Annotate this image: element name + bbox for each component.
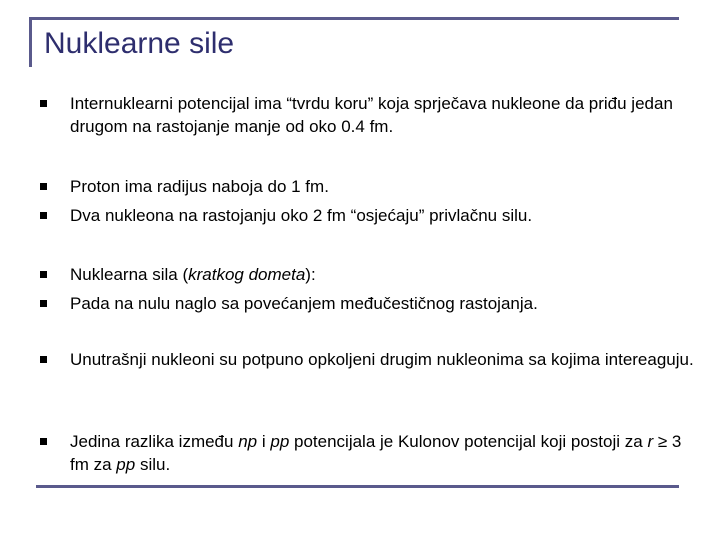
text-run: Internuklearni potencijal ima “tvrdu koru” koja sprječava nukleone da priđu jedan drugom na rastojanje manje od oko 0.4 fm.	[70, 94, 673, 136]
text-run: Nuklearna sila (	[70, 265, 189, 284]
square-bullet-icon	[40, 356, 47, 363]
text-run: Jedina razlika između	[70, 432, 239, 451]
square-bullet-icon	[40, 271, 47, 278]
square-bullet-icon	[40, 438, 47, 445]
title-frame-top-rule	[29, 17, 679, 20]
slide-title: Nuklearne sile	[44, 27, 235, 60]
italic-text: np	[238, 432, 258, 451]
bullet-text-6	[70, 348, 700, 371]
italic-text: pp	[270, 432, 290, 451]
text-run: Proton ima radijus naboja do 1 fm.	[70, 177, 329, 196]
bullet-text-7	[70, 430, 700, 476]
square-bullet-icon	[40, 300, 47, 307]
footer-rule	[36, 485, 679, 488]
square-bullet-icon	[40, 183, 47, 190]
italic-text: pp	[116, 455, 136, 474]
bullet-text-3	[70, 204, 700, 227]
italic-text: r	[647, 432, 654, 451]
square-bullet-icon	[40, 100, 47, 107]
bullet-text-2	[70, 175, 700, 198]
bullet-text-1	[70, 92, 700, 138]
text-run: Dva nukleona na rastojanju oko 2 fm “osjećaju” privlačnu silu.	[70, 206, 533, 225]
text-run: ≥ 3 fm za	[70, 432, 682, 474]
text-run: silu.	[135, 455, 171, 474]
text-run: Unutrašnji nukleoni su potpuno opkoljeni drugim nukleonima sa kojima intereaguju.	[70, 350, 694, 369]
square-bullet-icon	[40, 212, 47, 219]
text-run: ):	[305, 265, 316, 284]
italic-text: kratkog dometa	[188, 265, 306, 284]
text-run: i	[257, 432, 271, 451]
title-frame-left-rule	[29, 17, 32, 67]
bullet-text-5	[70, 292, 700, 315]
text-run: potencijala je Kulonov potencijal koji postoji za	[289, 432, 648, 451]
text-run: Pada na nulu naglo sa povećanjem međučestičnog rastojanja.	[70, 294, 538, 313]
bullet-text-4	[70, 263, 700, 286]
